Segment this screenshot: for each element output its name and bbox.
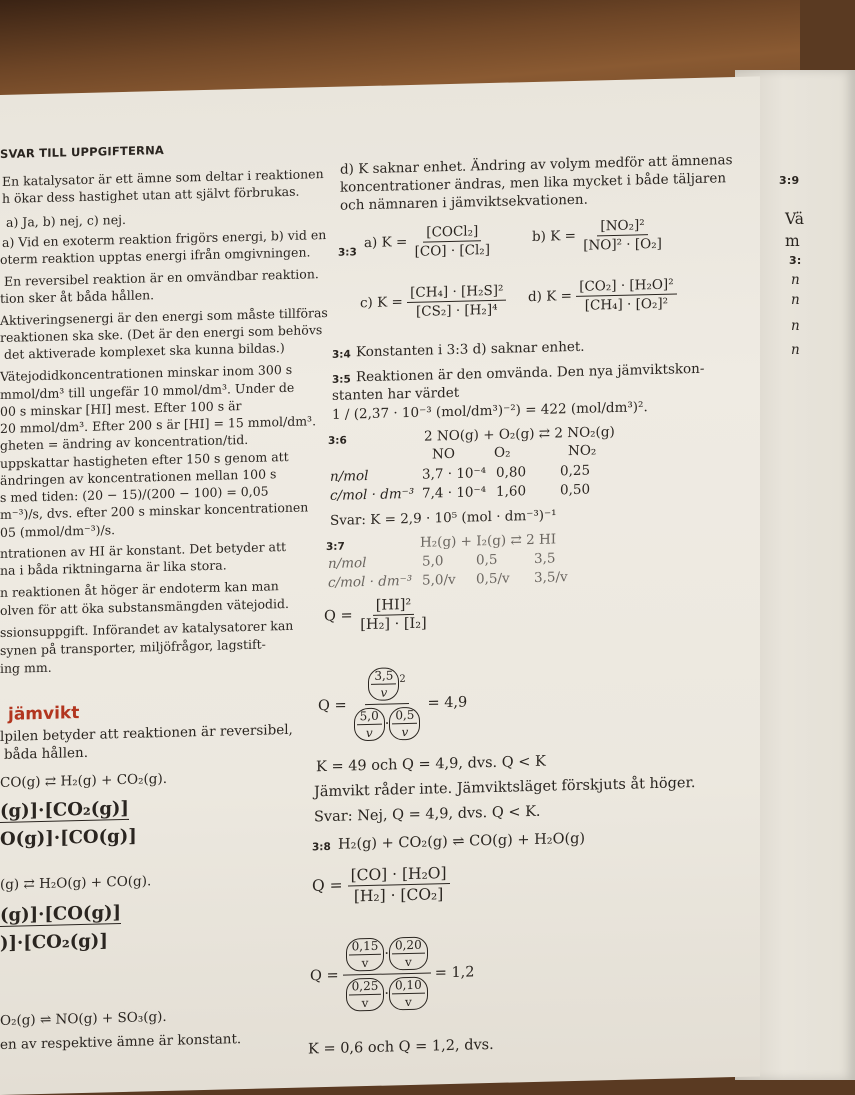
problem-number: 3:7	[326, 540, 345, 554]
text-line: det aktiverade komplexet ska kunna bildas.)	[4, 340, 285, 362]
book-page	[0, 76, 760, 1095]
text-line: gheten = ändring av koncentration/tid.	[0, 431, 249, 453]
problem-number: 3:8	[312, 840, 331, 854]
formula-q-3-8	[312, 864, 450, 906]
table-cell: 7,4 · 10⁻⁴	[422, 484, 487, 502]
text-line: reaktionen ska ske. (Det är den energi som behövs	[0, 322, 323, 345]
numerator: 5,0	[357, 709, 382, 726]
denominator: v	[404, 994, 412, 1010]
numerator: [CO] · [H₂O]	[348, 864, 450, 886]
denominator: [CO] · [Cl₂]	[414, 242, 490, 260]
problem-number: 3:6	[328, 434, 347, 447]
formula-q-3-7	[324, 596, 430, 634]
formula-3-3c	[360, 283, 506, 322]
numerator: 0,20	[392, 938, 425, 955]
problem-number: 3:4	[332, 348, 351, 361]
text-line: Konstanten i 3:3 d) saknar enhet.	[356, 338, 585, 361]
formula-prefix: Q =	[318, 697, 347, 714]
text-line: 1 / (2,37 · 10⁻³ (mol/dm³)⁻²) = 422 (mol/dm³)².	[332, 399, 648, 423]
equation-denominator: O(g)]·[CO(g)]	[0, 825, 137, 850]
denominator: [CS₂] · [H₂]⁴	[416, 301, 498, 320]
far-right-text: n	[791, 272, 800, 288]
far-right-label: 3:	[789, 254, 802, 267]
numerator: 3,5	[371, 668, 396, 685]
denominator: v	[361, 955, 369, 971]
text-line: olven för att öka substansmängden vätejodid.	[0, 595, 290, 618]
text-line: m⁻³)/s, dvs. efter 200 s minskar koncentrationen	[0, 499, 309, 522]
text-line: båda hållen.	[4, 744, 89, 763]
numerator: 0,10	[392, 978, 425, 995]
text-line: En reversibel reaktion är en omvändbar reaktion.	[4, 266, 319, 289]
text-line: ssionsuppgift. Införandet av katalysatorer kan	[0, 617, 294, 640]
formula-prefix: b) K =	[532, 227, 576, 245]
text-line: d) K saknar enhet. Ändring av volym medför att ämnenas	[340, 152, 733, 178]
denominator: v	[380, 685, 388, 700]
denominator: [CH₄] · [O₂]²	[584, 295, 669, 314]
denominator: v	[401, 725, 409, 740]
formula-prefix: Q =	[310, 967, 339, 984]
reaction: 2 NO(g) + O₂(g) ⇄ 2 NO₂(g)	[424, 423, 615, 445]
text-line: n reaktionen åt höger är endoterm kan man	[0, 578, 279, 600]
denominator: v	[365, 725, 373, 741]
formula-q-3-8-values: Q = $\frac{0,15}{v}$ · $\frac{0,20}{v}$ $\frac{0,25}{v}$ · $\frac{0,10}{v}$ = 1,2	[310, 937, 475, 1011]
table-header: O₂	[494, 444, 511, 461]
problem-number: 3:5	[332, 373, 351, 386]
table-cell: 0,80	[496, 464, 527, 481]
reaction: H₂(g) + CO₂(g) ⇌ CO(g) + H₂O(g)	[338, 830, 586, 853]
text-line: 20 mmol/dm³. Efter 200 s är [HI] = 15 mmol/dm³.	[0, 413, 317, 436]
section-title: jämvikt	[8, 703, 80, 725]
text-line: tion sker åt båda hållen.	[0, 287, 155, 306]
row-label: c/mol · dm⁻³	[330, 485, 415, 504]
formula-3-3a	[364, 223, 493, 261]
numerator: [CH₄] · [H₂S]²	[407, 283, 506, 303]
far-right-label-39: 3:9	[779, 174, 800, 187]
equation-denominator: )]·[CO₂(g)]	[0, 930, 108, 954]
table-cell: 1,60	[496, 483, 527, 500]
text-line: och nämnaren i jämviktsekvationen.	[340, 191, 588, 214]
table-cell: 3,7 · 10⁻⁴	[422, 465, 487, 483]
table-header: NO	[432, 445, 455, 463]
formula-prefix: a) K =	[364, 234, 408, 252]
page-header: SVAR TILL UPPGIFTERNA	[0, 142, 164, 161]
text-line: a) Vid en exoterm reaktion frigörs energi, b) vid en	[2, 227, 327, 250]
equation: CO(g) ⇄ H₂(g) + CO₂(g).	[0, 770, 167, 791]
table-cell: 3,5/v	[534, 569, 568, 586]
denominator: v	[361, 995, 369, 1011]
text-line: 00 s minskar [HI] mest. Efter 100 s är	[0, 398, 242, 419]
numerator: [COCl₂]	[423, 223, 481, 242]
formula-prefix: Q =	[324, 607, 353, 625]
numerator: 0,5	[392, 708, 417, 725]
text-line: synen på transporter, miljöfrågor, lagstift-	[0, 636, 266, 658]
answer: Svar: K = 2,9 · 10⁵ (mol · dm⁻³)⁻¹	[330, 507, 557, 529]
text-line: Svar: Nej, Q = 4,9, dvs. Q < K.	[314, 803, 541, 826]
denominator: [H₂] · [I₂]	[360, 615, 427, 634]
denominator: [NO]² · [O₂]	[583, 235, 662, 254]
text-line: koncentrationer ändras, men lika mycket i både täljaren	[340, 170, 727, 196]
table-cell: 3,5	[534, 550, 556, 567]
numerator: [CO₂] · [H₂O]²	[576, 276, 676, 296]
text-line: a) Ja, b) nej, c) nej.	[6, 211, 126, 230]
formula-prefix: Q =	[312, 876, 343, 895]
text-line: s med tiden: (20 − 15)/(200 − 100) = 0,05	[0, 483, 269, 505]
problem-number: 3:3	[338, 246, 357, 259]
text-line: uppskattar hastigheten efter 150 s genom att	[0, 448, 289, 471]
text-line: oterm reaktion upptas energi ifrån omgivningen.	[0, 244, 311, 267]
row-label: n/mol	[330, 467, 369, 485]
reaction: H₂(g) + I₂(g) ⇄ 2 HI	[420, 531, 557, 551]
equation-numerator: (g)]·[CO₂(g)]	[0, 797, 129, 822]
denominator: [H₂] · [CO₂]	[353, 885, 444, 906]
result: = 1,2	[434, 963, 475, 981]
table-cell: 0,50	[560, 481, 591, 499]
table-cell: 5,0	[422, 553, 444, 570]
text-line: 05 (mmol/dm⁻³)/s.	[0, 522, 116, 540]
far-right-text: m	[785, 232, 800, 250]
row-label: n/mol	[328, 555, 367, 572]
text-line: En katalysator är ett ämne som deltar i reaktionen	[2, 166, 324, 189]
table-cell: 5,0/v	[422, 571, 456, 589]
numerator: 0,15	[349, 939, 382, 956]
text-line: ing mm.	[0, 659, 52, 676]
row-label: c/mol · dm⁻³	[328, 572, 413, 591]
formula-prefix: d) K =	[528, 288, 572, 306]
text-line: stanten har värdet	[332, 384, 460, 404]
equation-numerator: (g)]·[CO(g)]	[0, 902, 122, 926]
far-right-text: Vä	[785, 210, 805, 228]
equation: O₂(g) ⇌ NO(g) + SO₃(g).	[0, 1008, 167, 1029]
text-line: K = 0,6 och Q = 1,2, dvs.	[308, 1036, 494, 1058]
text-line: ändringen av koncentrationen mellan 100 s	[0, 466, 277, 488]
table-cell: 0,25	[560, 462, 591, 480]
text-line: Reaktionen är den omvända. Den nya jämviktskon-	[356, 360, 705, 386]
text-line: K = 49 och Q = 4,9, dvs. Q < K	[316, 753, 546, 776]
table-cell: 0,5/v	[476, 570, 510, 588]
equation: (g) ⇄ H₂O(g) + CO(g).	[0, 873, 152, 893]
text-line: na i båda riktningarna är lika stora.	[0, 557, 227, 578]
result: = 4,9	[427, 694, 468, 712]
text-line: ntrationen av HI är konstant. Det betyder att	[0, 539, 287, 561]
numerator: 0,25	[349, 979, 382, 996]
formula-prefix: c) K =	[360, 294, 403, 312]
numerator: [HI]²	[373, 597, 415, 616]
text-line: lpilen betyder att reaktionen är reversibel,	[0, 721, 293, 745]
formula-q-3-7-values: Q = $\frac{3,5}{v}$ $^2$ $\frac{5,0}{v}$ · $\frac{0,5}{v}$ = 4,9	[318, 668, 468, 741]
exponent: 2	[399, 673, 406, 685]
numerator: [NO₂]²	[597, 217, 647, 236]
formula-3-3d	[528, 276, 677, 315]
text-line: Jämvikt råder inte. Jämviktsläget förskjuts åt höger.	[314, 775, 696, 801]
text-line: Vätejodidkoncentrationen minskar inom 300 s	[0, 361, 293, 384]
formula-3-3b	[532, 217, 665, 255]
table-cell: 0,5	[476, 551, 498, 569]
far-right-text: n	[791, 342, 800, 358]
denominator: v	[404, 954, 412, 970]
far-right-text: n	[791, 292, 800, 308]
far-right-text: n	[791, 318, 800, 334]
table-header: NO₂	[568, 442, 597, 460]
text-line: h ökar dess hastighet utan att självt förbrukas.	[2, 183, 300, 206]
text-line: mmol/dm³ till ungefär 10 mmol/dm³. Under de	[0, 379, 295, 402]
text-line: en av respektive ämne är konstant.	[0, 1031, 242, 1053]
text-line: Aktiveringsenergi är den energi som måste tillföras	[0, 304, 328, 328]
